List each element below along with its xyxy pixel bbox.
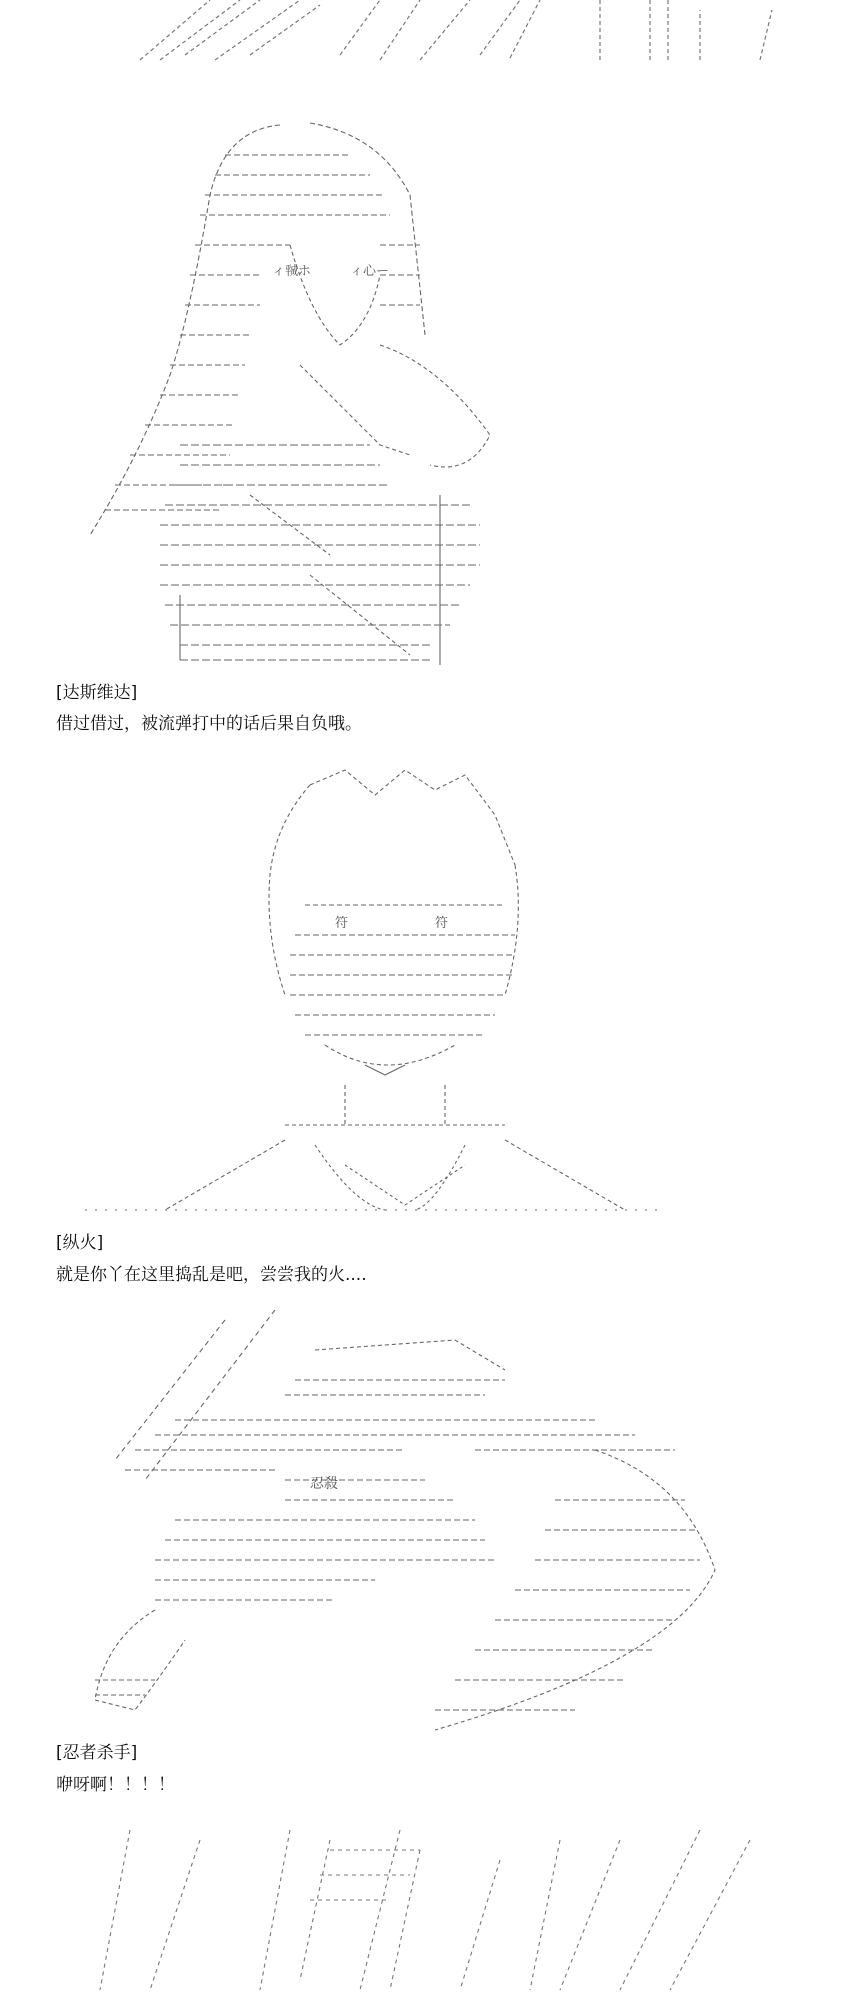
ascii-art-figure-1: [50, 115, 530, 670]
speaker-label-2: [纵火]: [56, 1233, 104, 1253]
ascii-label-brow-left: 符: [335, 916, 349, 931]
speaker-label-1: [达斯维达]: [56, 683, 138, 703]
dialogue-line-3: 咿呀啊！！！！: [56, 1775, 175, 1795]
ascii-label-face-left: ィ㍻ホ: [272, 264, 312, 279]
ascii-art-speedlines-top: [0, 0, 858, 70]
speaker-label-3: [忍者杀手]: [56, 1743, 138, 1763]
ascii-art-figure-2: [85, 765, 665, 1215]
ascii-art-impact-bottom: [60, 1820, 780, 2000]
ascii-art-figure-3: [75, 1310, 755, 1740]
dialogue-line-1: 借过借过，被流弹打中的话后果自负哦。: [56, 714, 362, 734]
ascii-label-mask: 忍殺: [310, 1476, 338, 1492]
ascii-label-brow-right: 符: [435, 916, 449, 931]
dialogue-line-2: 就是你丫在这里捣乱是吧，尝尝我的火....: [56, 1265, 367, 1285]
ascii-label-face-right: ィ心ー: [350, 264, 390, 279]
